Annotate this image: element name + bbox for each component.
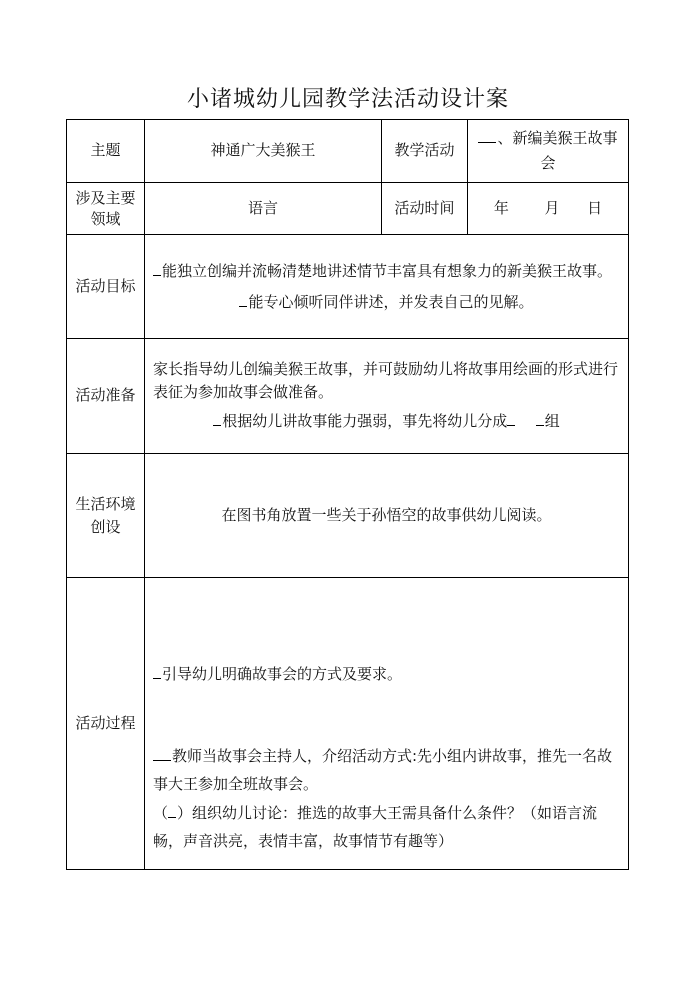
prep-grouping-text: 根据幼儿讲故事能力强弱，事先将幼儿分成 [222, 411, 508, 430]
environment-label: 生活环境创设 [67, 454, 145, 578]
fill-blank [536, 419, 544, 426]
date-month: 月 [544, 198, 560, 217]
time-label: 活动时间 [382, 183, 468, 235]
process-step: 组织幼儿讨论：推选的故事大王需具备什么条件？（如语言流畅，声音洪亮，表情丰富，故事情节有趣等） [153, 803, 598, 850]
date-year: 年 [493, 198, 509, 217]
number-blank-mark [153, 672, 161, 679]
number-blank-mark [153, 754, 171, 761]
number-blank-mark [168, 811, 176, 818]
process-step-open-paren: （ [153, 803, 169, 822]
process-step-close-paren: ） [177, 803, 193, 822]
number-blank-mark [153, 269, 161, 276]
goal-item: 能独立创编并流畅清楚地讲述情节丰富具有想象力的新美猴王故事。 [162, 261, 613, 280]
table-row-environment [67, 454, 629, 578]
environment-value: 在图书角放置一些关于孙悟空的故事供幼儿阅读。 [145, 454, 629, 578]
activity-value: 、新编美猴王故事会 [497, 128, 618, 172]
goals-content [145, 235, 629, 339]
number-blank-mark [478, 136, 496, 143]
process-content [145, 578, 629, 870]
fill-blank [507, 419, 515, 426]
table-row-domain [67, 183, 629, 235]
prep-content [145, 339, 629, 454]
activity-value-cell [468, 120, 629, 183]
theme-value: 神通广大美猴王 [145, 120, 382, 183]
process-step: 引导幼儿明确故事会的方式及要求。 [162, 665, 403, 683]
theme-label: 主题 [67, 120, 145, 183]
table-row-goals [67, 235, 629, 339]
table-row-process [67, 578, 629, 870]
process-step: 教师当故事会主持人，介绍活动方式:先小组内讲故事，推先一名故事大王参加全班故事会。 [153, 746, 613, 793]
prep-label: 活动准备 [67, 339, 145, 454]
prep-paragraph: 家长指导幼儿创编美猴王故事，并可鼓励幼儿将故事用绘画的形式进行表征为参加故事会做准备。 [153, 360, 619, 402]
domain-label: 涉及主要领域 [67, 183, 145, 235]
page-title: 小诸城幼儿园教学法活动设计案 [186, 87, 509, 112]
domain-value: 语言 [145, 183, 382, 235]
table-row-theme [67, 120, 629, 183]
table-row-prep [67, 339, 629, 454]
date-day: 日 [587, 198, 603, 217]
prep-grouping-suffix: 组 [544, 411, 560, 430]
plan-table [66, 119, 629, 870]
goal-item: 能专心倾听同伴讲述，并发表自己的见解。 [248, 292, 534, 311]
activity-label: 教学活动 [382, 120, 468, 183]
number-blank-mark [213, 419, 221, 426]
number-blank-mark [239, 300, 247, 307]
time-value [468, 183, 629, 235]
process-label: 活动过程 [67, 578, 145, 870]
goals-label: 活动目标 [67, 235, 145, 339]
